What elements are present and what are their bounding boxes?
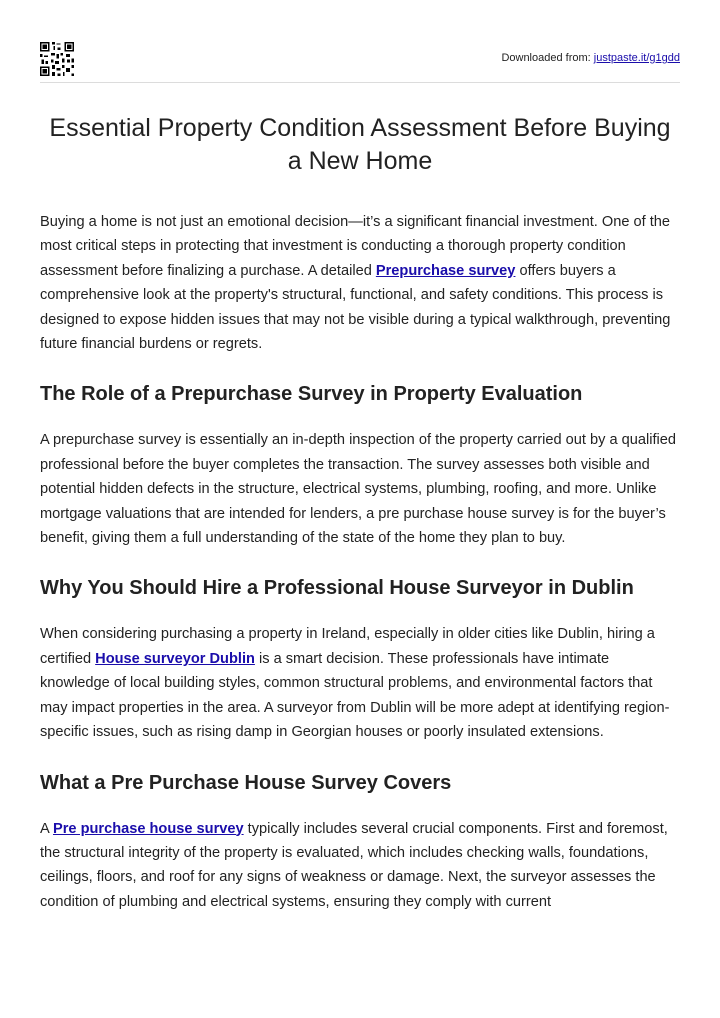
section-3-heading: What a Pre Purchase House Survey Covers: [40, 771, 452, 794]
source-label: Downloaded from:: [501, 52, 594, 64]
section-3-paragraph: [40, 817, 680, 915]
source-line: [501, 52, 680, 64]
section-1-heading: The Role of a Prepurchase Survey in Property Evaluation: [40, 383, 583, 406]
intro-paragraph: [40, 210, 680, 356]
qr-code-icon: [40, 42, 74, 76]
section-3-text-after: typically includes several crucial components. First and foremost, the structural integrity of the property is evaluated, which includes checking walls, foundations, ceilings, floors, and roof for any signs of weakness or damage. Next, the surveyor assesses the condition of plumbing and electrical systems, ensuring they comply with current: [40, 820, 668, 910]
intro-text-after: offers buyers a comprehensive look at the property's structural, functional, and safety conditions. This process is designed to expose hidden issues that may not be visible during a typical walkthrough, preventing future financial burdens or regrets.: [40, 262, 671, 353]
section-2-heading: Why You Should Hire a Professional House Surveyor in Dublin: [40, 577, 634, 600]
page-header: [40, 42, 680, 83]
article: [40, 112, 680, 936]
article-title: Essential Property Condition Assessment Before Buying a New Home: [49, 114, 671, 175]
section-2-text-after: is a smart decision. These professionals have intimate knowledge of local building styles, common structural problems, and environmental factors that may impact properties in the area. A surveyor from Dublin will be more adept at identifying region-specific issues, such as rising damp in Georgian houses or poorly insulated extensions.: [40, 650, 670, 741]
section-3-text-before: A: [40, 820, 53, 837]
pre-purchase-house-survey-link[interactable]: Pre purchase house survey: [52, 820, 244, 837]
section-2-text-before: When considering purchasing a property in Ireland, especially in older cities like Dublin, hiring a certified: [40, 626, 655, 667]
intro-text-before: Buying a home is not just an emotional decision—it’s a significant financial investment. One of the most critical steps in protecting that investment is conducting a thorough property condition assessment before finalizing a purchase. A detailed: [40, 214, 671, 279]
prepurchase-survey-link[interactable]: Prepurchase survey: [375, 262, 516, 279]
section-2-paragraph: [40, 622, 680, 744]
house-surveyor-dublin-link[interactable]: House surveyor Dublin: [95, 650, 255, 667]
source-link[interactable]: justpaste.it/g1gdd: [593, 52, 680, 64]
section-1-paragraph: A prepurchase survey is essentially an in-depth inspection of the property carried out by a qualified professional before the buyer completes the transaction. The survey assesses both visible and potential hidden defects in the structure, electrical systems, plumbing, roofing, and more. Unlike mortgage valuations that are intended for lenders, a pre purchase house survey is for the buyer’s benefit, giving them a full understanding of the state of the home they plan to buy.: [40, 432, 677, 547]
